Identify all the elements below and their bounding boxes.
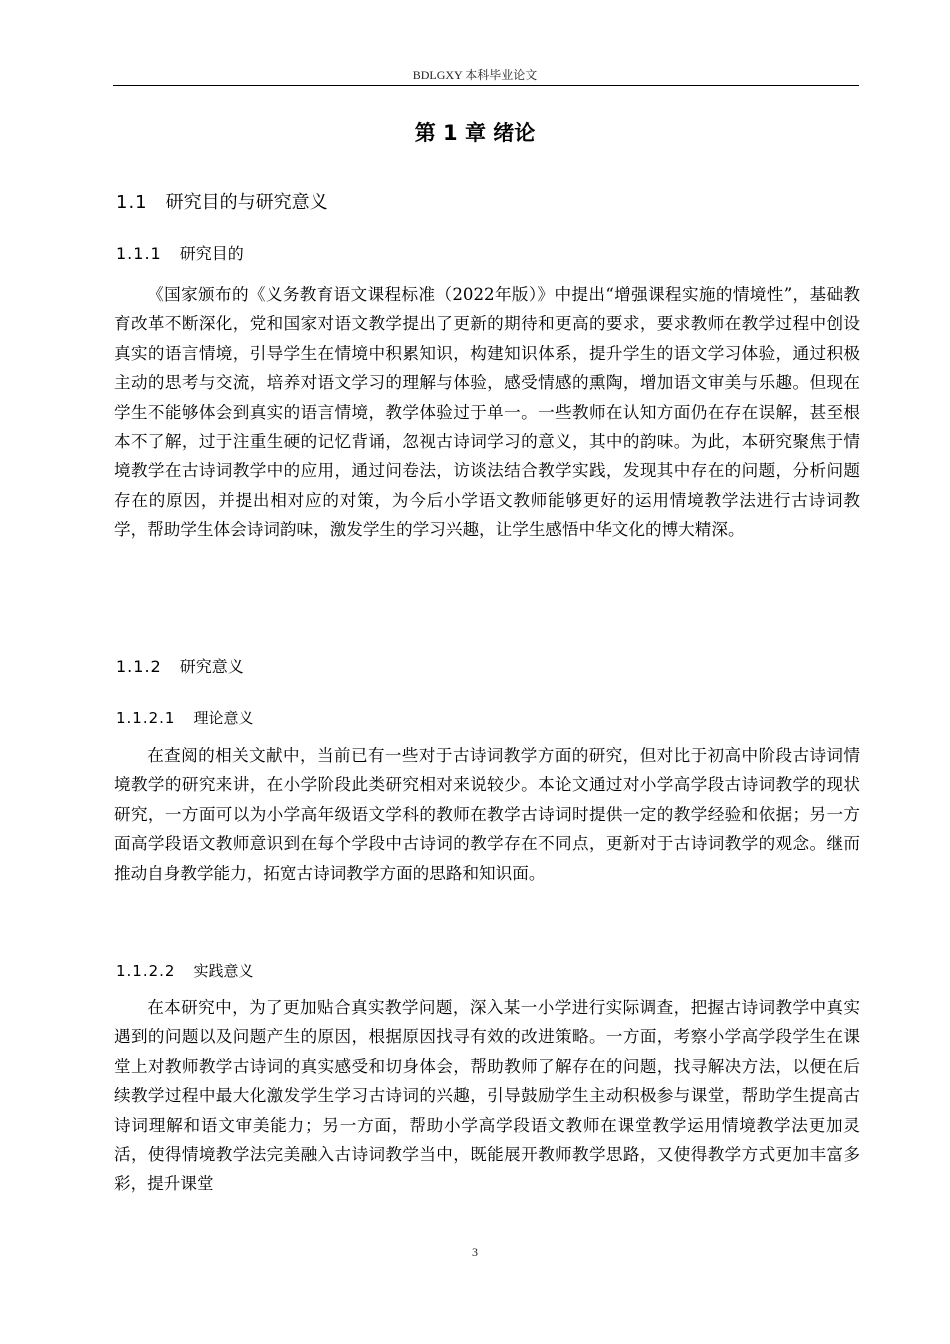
section-number: 1.1.1 [116,244,162,263]
chapter-title: 第 1 章 绪论 [414,121,536,145]
section-heading-1-1 [116,188,328,214]
section-heading-1-1-1 [116,241,244,264]
section-number: 1.1.2.1 [116,709,176,727]
paragraph-theoretical-significance: 在查阅的相关文献中，当前已有一些对于古诗词教学方面的研究，但对比于初高中阶段古诗词情境教学的研究来讲，在小学阶段此类研究相对来说较少。本论文通过对小学高学段古诗词教学的现状研究，一方面可以为小学高年级语文学科的教师在教学古诗词时提供一定的教学经验和依据；另一方面高学段语文教师意识到在每个学段中古诗词的教学存在不同点，更新对于古诗词教学的观念。继而推动自身教学能力，拓宽古诗词教学方面的思路和知识面。 [114,746,860,883]
section-heading-1-1-2 [116,654,244,677]
page-number: 3 [472,1245,478,1259]
running-header: BDLGXY 本科毕业论文 [412,68,538,82]
section-number: 1.1 [116,192,148,213]
section-title: 研究目的与研究意义 [165,192,328,213]
section-number: 1.1.2.2 [116,962,176,980]
paragraph-research-purpose: 《国家颁布的《义务教育语文课程标准（2022年版）》中提出“增强课程实施的情境性”，基础教育改革不断深化，党和国家对语文教学提出了更新的期待和更高的要求，要求教师在教学过程中创设真实的语言情境，引导学生在情境中积累知识，构建知识体系，提升学生的语文学习体验，通过积极主动的思考与交流，培养对语文学习的理解与体验，感受情感的熏陶，增加语文审美与乐趣。但现在学生不能够体会到真实的语言情境，教学体验过于单一。一些教师在认知方面仍在存在误解，甚至根本不了解，过于注重生硬的记忆背诵，忽视古诗词学习的意义，其中的韵味。为此，本研究聚焦于情境教学在古诗词教学中的应用，通过问卷法，访谈法结合教学实践，发现其中存在的问题，分析问题存在的原因，并提出相对应的对策，为今后小学语文教师能够更好的运用情境教学法进行古诗词教学，帮助学生体会诗词韵味，激发学生的学习兴趣，让学生感悟中华文化的博大精深。 [114,285,860,540]
section-heading-1-1-2-1 [116,707,254,728]
section-title: 理论意义 [193,709,254,727]
section-title: 实践意义 [193,962,254,980]
section-title: 研究意义 [179,657,244,676]
section-title: 研究目的 [179,244,244,263]
section-number: 1.1.2 [116,657,162,676]
paragraph-practical-significance: 在本研究中，为了更加贴合真实教学问题，深入某一小学进行实际调查，把握古诗词教学中真实遇到的问题以及问题产生的原因，根据原因找寻有效的改进策略。一方面，考察小学高学段学生在课堂上对教师教学古诗词的真实感受和切身体会，帮助教师了解存在的问题，找寻解决方法，以便在后续教学过程中最大化激发学生学习古诗词的兴趣，引导鼓励学生主动积极参与课堂，帮助学生提高古诗词理解和语文审美能力；另一方面，帮助小学高学段语文教师在课堂教学运用情境教学法更加灵活，使得情境教学法完美融入古诗词教学当中，既能展开教师教学思路，又使得教学方式更加丰富多彩，提升课堂 [114,998,860,1194]
header-divider [113,85,859,86]
section-heading-1-1-2-2 [116,960,254,981]
